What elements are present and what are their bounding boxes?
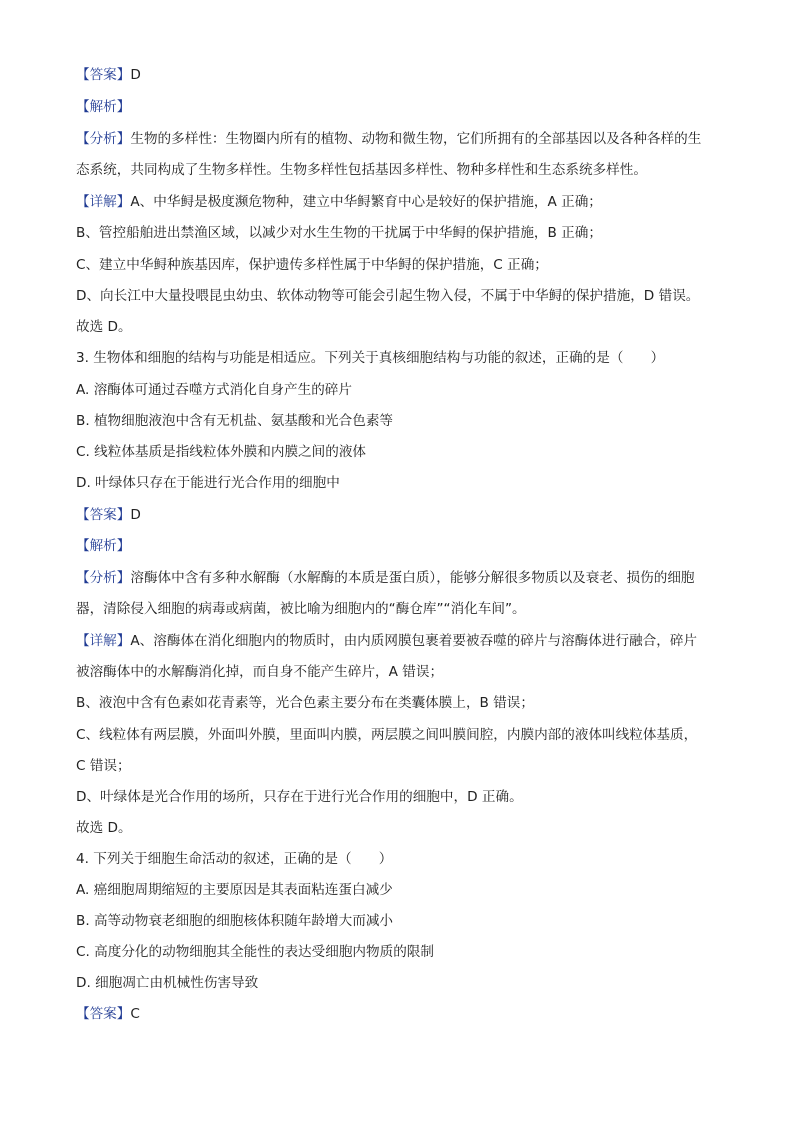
detail-text: A、溶酶体在消化细胞内的物质时，由内质网膜包裹着要被吞噬的碎片与溶酶体进行融合，碎片 [130,633,698,649]
q2-detail-line2: B、管控船舶进出禁渔区域，以减少对水生生物的干扰属于中华鲟的保护措施，B 正确； [76,225,602,241]
q2-detail-line3: C、建立中华鲟种族基因库，保护遗传多样性属于中华鲟的保护措施，C 正确； [76,257,548,273]
detail-tag: 【详解】 [76,194,131,210]
q3-option-a: A. 溶酶体可通过吞噬方式消化自身产生的碎片 [76,382,352,398]
q4-option-d: D. 细胞凋亡由机械性伤害导致 [76,975,259,991]
q3-detail-line1 [76,632,726,650]
answer-value: D [130,507,141,523]
q3-analysis-line1 [76,569,726,587]
q3-answer [76,506,726,524]
q4-option-b: B. 高等动物衰老细胞的细胞核体积随年龄增大而减小 [76,913,394,929]
q3-option-b: B. 植物细胞液泡中含有无机盐、氨基酸和光合色素等 [76,413,394,429]
q3-detail-line4: C、线粒体有两层膜，外面叫外膜，里面叫内膜，两层膜之间叫膜间腔，内膜内部的液体叫线粒体基质， [76,727,698,743]
answer-tag: 【答案】 [76,1006,131,1022]
q3-detail-line3: B、液泡中含有色素如花青素等，光合色素主要分布在类囊体膜上，B 错误； [76,695,534,711]
detail-text: A、中华鲟是极度濒危物种，建立中华鲟繁育中心是较好的保护措施，A 正确； [130,194,602,210]
q2-conclusion: 故选 D。 [76,319,132,335]
q2-analysis-line2: 态系统，共同构成了生物多样性。生物多样性包括基因多样性、物种多样性和生态系统多样性。 [76,162,647,178]
q3-stem: 3. 生物体和细胞的结构与功能是相适应。下列关于真核细胞结构与功能的叙述，正确的是（ ） [76,350,665,366]
q3-analysis-line2: 器，清除侵入细胞的病毒或病菌，被比喻为细胞内的“酶仓库”“消化车间”。 [76,601,526,617]
q3-detail-line6: D、叶绿体是光合作用的场所，只存在于进行光合作用的细胞中，D 正确。 [76,789,523,805]
q4-option-c: C. 高度分化的动物细胞其全能性的表达受细胞内物质的限制 [76,944,434,960]
q2-answer [76,66,726,84]
q2-jiexi [76,98,726,116]
answer-value: C [130,1006,140,1022]
answer-tag: 【答案】 [76,507,131,523]
q4-stem: 4. 下列关于细胞生命活动的叙述，正确的是（ ） [76,851,393,867]
answer-tag: 【答案】 [76,67,131,83]
answer-value: D [130,67,141,83]
q4-answer [76,1005,726,1023]
q3-conclusion: 故选 D。 [76,820,132,836]
q3-detail-line5: C 错误； [76,758,131,774]
analysis-tag: 【分析】 [76,570,131,586]
q2-detail-line4: D、向长江中大量投喂昆虫幼虫、软体动物等可能会引起生物入侵，不属于中华鲟的保护措施，D 错误。 [76,288,700,304]
q3-detail-line2: 被溶酶体中的水解酶消化掉，而自身不能产生碎片，A 错误； [76,664,444,680]
q3-option-c: C. 线粒体基质是指线粒体外膜和内膜之间的液体 [76,444,367,460]
jiexi-tag: 【解析】 [76,99,131,115]
q2-detail-line1 [76,193,726,211]
q3-option-d: D. 叶绿体只存在于能进行光合作用的细胞中 [76,475,340,491]
analysis-tag: 【分析】 [76,131,131,147]
jiexi-tag: 【解析】 [76,538,131,554]
q2-analysis-line1 [76,130,726,148]
detail-tag: 【详解】 [76,633,131,649]
q4-option-a: A. 癌细胞周期缩短的主要原因是其表面粘连蛋白减少 [76,882,393,898]
analysis-text: 溶酶体中含有多种水解酶（水解酶的本质是蛋白质），能够分解很多物质以及衰老、损伤的细胞 [130,570,695,586]
analysis-text: 生物的多样性：生物圈内所有的植物、动物和微生物，它们所拥有的全部基因以及各种各样的生 [130,131,702,147]
q3-jiexi [76,537,726,555]
